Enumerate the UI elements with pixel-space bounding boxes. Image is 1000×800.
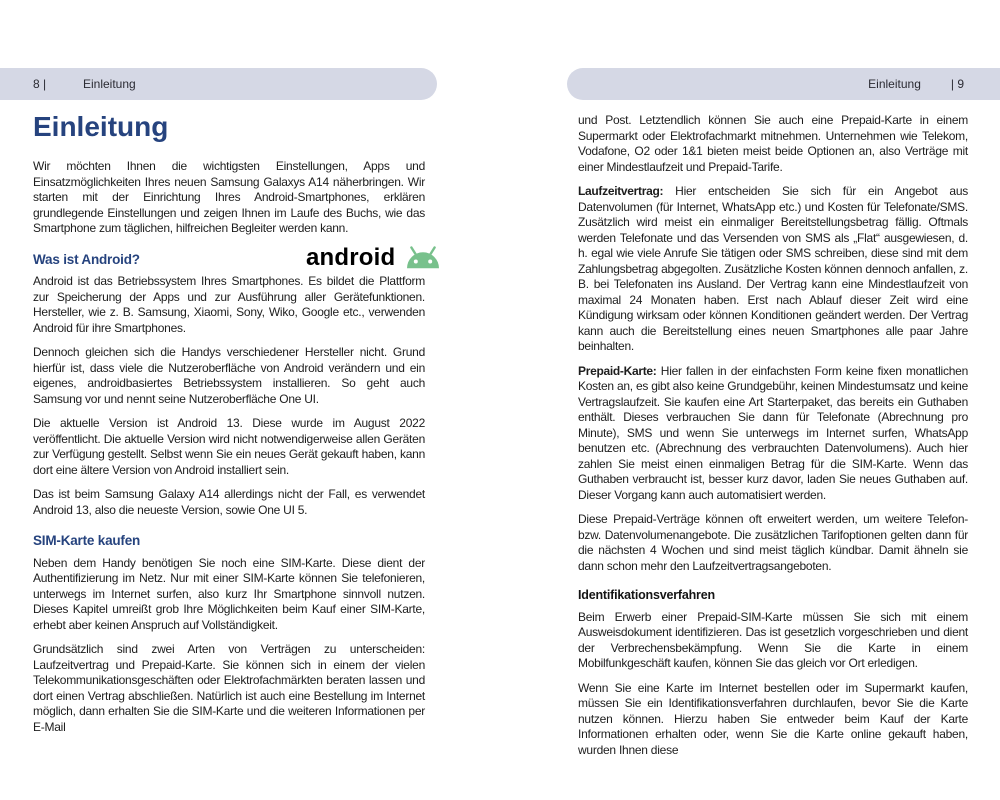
- page-right-header-bar: [567, 68, 1000, 100]
- section-heading-was-ist-android: Was ist Android?: [33, 251, 140, 267]
- paragraph: [578, 113, 968, 175]
- paragraph: Das ist beim Samsung Galaxy A14 allerdings nicht der Fall, es verwendet Android 13, also die neueste Version, sowie One UI 5.: [33, 487, 425, 517]
- page-number-left: 8 |: [33, 77, 47, 91]
- paragraph: Neben dem Handy benötigen Sie noch eine SIM-Karte. Diese dient der Authentifizierung im Netz. Nur mit einer SIM-Karte können Sie telefonieren, unterwegs im Internet surfen, also kurz Ihr Smartphone sinnvoll nutzen. Dieses Kapitel umreißt grob Ihre Möglichkeiten beim Kauf einer SIM-Karte, erhebt aber keinen Anspruch auf Vollständigkeit.: [33, 555, 425, 632]
- section-heading-sim-karte-kaufen: SIM-Karte kaufen: [33, 533, 141, 548]
- paragraph: [578, 184, 968, 355]
- paragraph: Wir möchten Ihnen die wichtigsten Einstellungen, Apps und Einsatzmöglichkeiten Ihres neuen Samsung Galaxys A14 näherbringen. Wir starten mit der Einrichtung Ihres Android-Smartphones, erklären grundlegende Einstellungen und zeigen Ihnen im Laufe des Buchs, wie das Smartphone zum täglichen, hilfreichen Begleiter werden kann.: [33, 159, 425, 235]
- paragraph: [578, 364, 968, 504]
- android-robot-icon: [403, 245, 443, 270]
- paragraph: Dennoch gleichen sich die Handys verschiedener Hersteller nicht. Grund hierfür ist, dass viele die Nutzeroberfläche von Android verändern und ein eigenes, androidbasiertes Betriebssystem installieren. So geht auch Samsung vor und nennt seine Nutzeroberfläche One UI.: [33, 345, 425, 406]
- paragraph: [578, 512, 968, 574]
- page-left-header-bar: [0, 68, 437, 100]
- android-wordmark: android: [306, 244, 396, 271]
- section-heading-identifikationsverfahren: Identifikationsverfahren: [578, 588, 715, 602]
- chapter-title: Einleitung: [33, 111, 169, 142]
- paragraph-text: und Post. Letztendlich können Sie auch eine Prepaid-Karte in einem Supermarkt oder Elektrofachmarkt mitnehmen. Unternehmen wie Telekom, Vodafone, O2 oder 1&1 bieten meist beide Optionen an, also Verträge mit einer Mindestlaufzeit und Prepaid-Tarife.: [578, 113, 968, 174]
- page-left-content: [33, 112, 425, 744]
- running-header-right: Einleitung: [868, 77, 921, 91]
- paragraph: Beim Erwerb einer Prepaid-SIM-Karte müssen Sie sich mit einem Ausweisdokument identifizieren. Das ist gesetzlich vorgeschrieben und dient der Verbrechensbekämpfung. Wenn Sie die Karte in einem Mobilfunkgeschäft kaufen, können Sie das gleich vor Ort erledigen.: [578, 609, 968, 670]
- running-header-left: Einleitung: [83, 77, 136, 91]
- runin-label-prepaid-karte: Prepaid-Karte:: [578, 363, 657, 378]
- paragraph: Wenn Sie eine Karte im Internet bestellen oder im Supermarkt kaufen, müssen Sie ein Identifikationsverfahren durchlaufen, bevor Sie die Karte nutzen können. Hierzu haben Sie entweder beim Kauf der Karte Informationen erhalten oder, wenn Sie die Karte online gekauft haben, wurden Ihnen diese: [578, 680, 968, 757]
- android-logo: [306, 245, 443, 270]
- paragraph: Grundsätzlich sind zwei Arten von Verträgen zu unterscheiden: Laufzeitvertrag und Prepaid-Karte. Sie können sich in einem der vielen Telekommunikationsgeschäften oder Elektrofachmärkten beraten lassen und dort einen Vertrag abschließen. Natürlich ist auch eine Bestellung im Internet möglich, dann erhalten Sie die SIM-Karte und die weiteren Informationen per E-Mail: [33, 642, 425, 734]
- paragraph-text: Diese Prepaid-Verträge können oft erweitert werden, um weitere Telefon- bzw. Datenvolumenangebote. Die zusätzlichen Tarifoptionen gelten dann für die nächsten 4 Wochen und sind meist täglich kündbar. Damit ähneln sie dann schon mehr den Laufzeitvertragsangeboten.: [578, 512, 968, 573]
- paragraph: Die aktuelle Version ist Android 13. Diese wurde im August 2022 veröffentlicht. Die aktuelle Version wird nicht notwendigerweise allen Geräten zur Verfügung gestellt. Selbst wenn Sie ein neues Gerät gekauft haben, kann dort eine ältere Version von Android installiert sein.: [33, 416, 425, 477]
- paragraph: Android ist das Betriebssystem Ihres Smartphones. Es bildet die Plattform zur Speicherung der Apps und zur Ausführung aller Gerätefunktionen. Hersteller, wie z. B. Samsung, Xiaomi, Sony, Wiko, Google etc., verwenden Android für ihre Smartphones.: [33, 274, 425, 335]
- paragraph-text: Hier entscheiden Sie sich für ein Angebot aus Datenvolumen (für Internet, WhatsApp etc.) und Kosten für Telefonate/SMS. Zusätzlich wird meist ein einmaliger Bereitstellungsbetrag fällig. Oftmals werden Telefonate und das Versenden von SMS als „Flat“ ausgewiesen, d. h. egal wie viele Anrufe Sie tätigen oder SMS schreiben, diese sind mit dem Zahlungsbetrag abgegolten. Zusätzliche Kosten können dennoch anfallen, z. B. bei Telefonaten ins Ausland. Der Vertrag kann eine Mindestlaufzeit von maximal 24 Monaten haben. Erst nach Ablauf dieser Zeit wird eine Kündigung wirksam oder können Konditionen geändert werden. Der Vertrag kann auch die Bereitstellung eines neuen Smartphones alle paar Jahre beinhalten.: [578, 184, 968, 353]
- runin-label-laufzeitvertrag: Laufzeitvertrag:: [578, 184, 664, 198]
- page-right-content: [578, 113, 968, 767]
- page-number-right: | 9: [950, 77, 964, 91]
- paragraph-text: Hier fallen in der einfachsten Form keine fixen monatlichen Kosten an, es gibt also keine Grundgebühr, keinen Mindestumsatz und keine Vertragslaufzeit. Sie kaufen eine Art Starterpaket, das bereits ein Guthaben enthält. Dieses verbrauchen Sie dann für Telefonate (Abrechnung pro Minute), SMS und wenn Sie unterwegs im Internet surfen, WhatsApp benutzen etc. (Abrechnung des verbrauchten Datenvolumens). Auch hier zahlen Sie meist einen einmaligen Betrag für die SIM-Karte. Wenn das Guthaben verbraucht ist, besser kurz davor, laden Sie neues Guthaben auf. Dieser Vorgang kann auch automatisiert werden.: [578, 363, 969, 502]
